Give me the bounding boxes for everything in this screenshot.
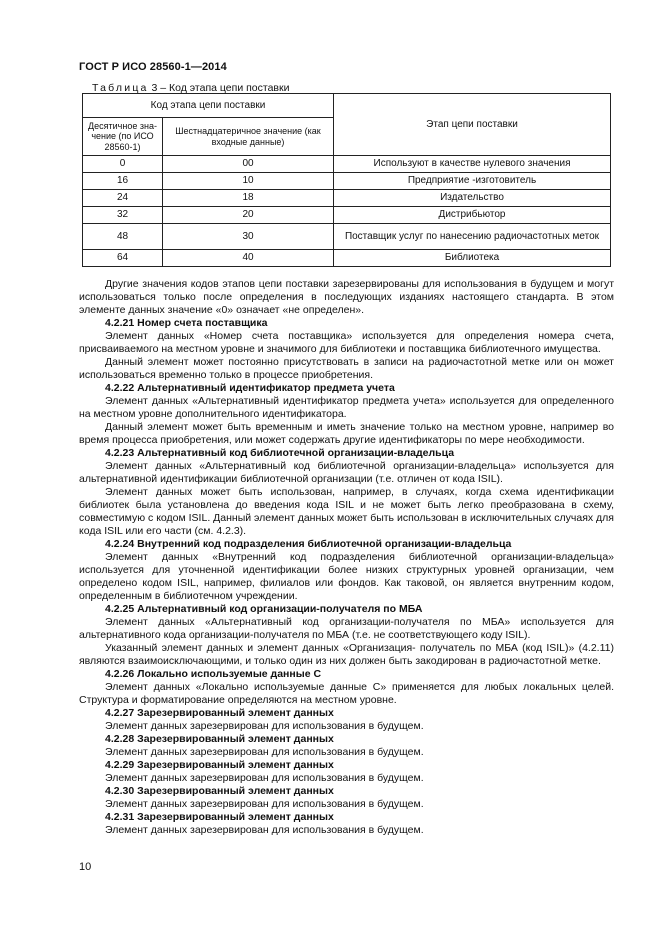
paragraph: Элемент данных зарезервирован для использования в будущем. [105,772,424,784]
table-caption-number: 3 [151,82,158,94]
section-heading: 4.2.25 Альтернативный код организации-получателя по МБА [105,603,423,615]
table-cell-hex: 00 [163,156,334,173]
section-heading: 4.2.26 Локально используемые данные С [105,668,322,680]
table-cell-stage: Поставщик услуг по нанесению радиочастотных меток [334,224,611,250]
paragraph: Элемент данных зарезервирован для использования в будущем. [105,824,424,836]
paragraph: Элемент данных «Альтернативный код организации-получателя по МБА» используется для альтернативного кода организации-получателя по МБА (т.е. не соответствующего коду ISIL). [79,616,614,641]
paragraph: Элемент данных зарезервирован для использования в будущем. [105,798,424,810]
paragraph: Элемент данных «Номер счета поставщика» используется для определения номера счета, присваиваемого на местном уровне и значимого для библиотеки и поставщика библиотечного имущества. [79,330,614,355]
document-body [79,278,614,837]
table-header-stage: Этап цепи поставки [334,94,611,156]
paragraph: Элемент данных «Локально используемые данные С» применяется для любых локальных целей. Структура и форматирование определяются на местном уровне. [79,681,614,706]
table-cell-stage: Используют в качестве нулевого значения [334,156,611,173]
table-header-decimal: Десятичное зна-чение (по ИСО 28560-1) [83,118,163,156]
table-cell-hex: 20 [163,207,334,224]
table-row [83,190,611,207]
table-cell-stage: Предприятие -изготовитель [334,173,611,190]
section-heading: 4.2.24 Внутренний код подразделения библиотечной организации-владельца [105,538,512,550]
table-cell-decimal: 48 [83,224,163,250]
table-cell-stage: Дистрибьютор [334,207,611,224]
section-heading: 4.2.31 Зарезервированный элемент данных [105,811,334,823]
table-cell-stage: Издательство [334,190,611,207]
paragraph: Указанный элемент данных и элемент данных «Организация- получатель по МБА (код ISIL)» (4.2.11) являются взаимоисключающими, и только один из них должен быть закодирован в радиочастотной метке. [79,642,614,667]
table-group-header: Код этапа цепи поставки [83,94,334,118]
paragraph: Элемент данных «Альтернативный идентификатор предмета учета» используется для определенного на местном уровне дополнительного идентификатора. [79,395,614,420]
page-number: 10 [79,861,92,873]
paragraph: Элемент данных зарезервирован для использования в будущем. [105,746,424,758]
table-cell-hex: 40 [163,250,334,267]
section-heading: 4.2.30 Зарезервированный элемент данных [105,785,334,797]
section-heading: 4.2.28 Зарезервированный элемент данных [105,733,334,745]
table-cell-hex: 18 [163,190,334,207]
table-row [83,173,611,190]
section-heading: 4.2.29 Зарезервированный элемент данных [105,759,334,771]
supply-chain-stage-table [82,93,611,267]
table-cell-stage: Библиотека [334,250,611,267]
section-heading: 4.2.22 Альтернативный идентификатор предмета учета [105,382,395,394]
table-cell-decimal: 64 [83,250,163,267]
paragraph: Элемент данных «Внутренний код подразделения библиотечной организации-владельца» используется для уточненной идентификации более низких структурных уровней организации, чем определено кодом ISIL, например, филиалов или фондов. Как таковой, он является внутренним кодом, определенным в библиотечном учреждении. [79,551,614,602]
table-row [83,156,611,173]
table-header-hex: Шестнадцатеричное значение (как входные данные) [163,118,334,156]
section-heading: 4.2.23 Альтернативный код библиотечной организации-владельца [105,447,455,459]
table-cell-hex: 30 [163,224,334,250]
table-cell-decimal: 32 [83,207,163,224]
paragraph: Элемент данных может быть использован, например, в случаях, когда схема идентификации библиотек была установлена до введения кода ISIL и не может быть легко преобразована в схему, совместимую с кодом ISIL. Данный элемент данных может быть использован в исключительных случаях для кода ISIL или его части (см. 4.2.3). [79,486,614,537]
paragraph: Элемент данных зарезервирован для использования в будущем. [105,720,424,732]
section-heading: 4.2.21 Номер счета поставщика [105,317,268,329]
table-cell-decimal: 0 [83,156,163,173]
paragraph: Данный элемент может быть временным и иметь значение только на местном уровне, например во время процесса приобретения, или может содержать другие идентификаторы по мере необходимости. [79,421,614,446]
paragraph: Другие значения кодов этапов цепи поставки зарезервированы для использования в будущем и могут использоваться только после определения в последующих изданиях настоящего стандарта. В этом элементе данных значение «0» означает «не определен». [79,278,614,316]
document-header: ГОСТ Р ИСО 28560-1—2014 [79,61,227,73]
table-caption-title: – Код этапа цепи поставки [160,82,290,94]
paragraph: Элемент данных «Альтернативный код библиотечной организации-владельца» используется для альтернативной идентификации библиотечной организации (т.е. отличен от кода ISIL). [79,460,614,485]
section-heading: 4.2.27 Зарезервированный элемент данных [105,707,334,719]
table-row [83,207,611,224]
table-row [83,224,611,250]
table-cell-decimal: 16 [83,173,163,190]
table-cell-hex: 10 [163,173,334,190]
table-row [83,250,611,267]
paragraph: Данный элемент может постоянно присутствовать в записи на радиочастотной метке или он может использоваться временно только в процессе приобретения. [79,356,614,381]
table-caption-word: Таблица [92,82,149,94]
table-cell-decimal: 24 [83,190,163,207]
